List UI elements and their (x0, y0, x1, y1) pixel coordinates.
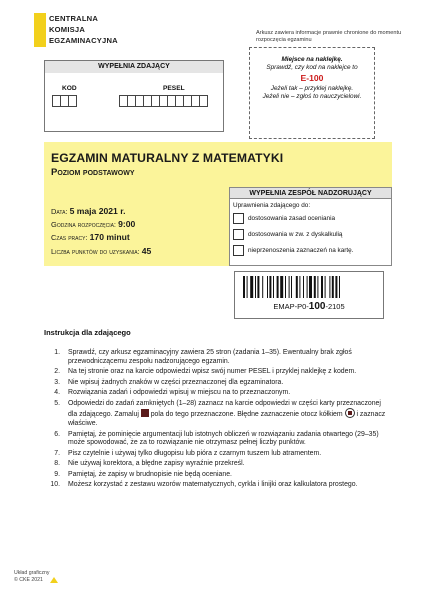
footer-line-1: Układ graficzny (14, 570, 50, 576)
item-text: Pisz czytelnie i używaj tylko długopisu lub pióra z czarnym tuszem lub atramentem. (68, 449, 322, 457)
barcode-bar (325, 276, 326, 298)
sticker-line-1: Miejsce na naklejkę. (281, 56, 343, 63)
barcode-bar (289, 276, 290, 298)
list-item (44, 379, 389, 388)
footer-line-2: © CKE 2021 (14, 577, 43, 583)
pesel-label: PESEL (163, 85, 185, 92)
item-number: 10. (50, 481, 60, 489)
barcode-bar (243, 276, 245, 298)
exam-points-row (51, 246, 151, 256)
barcode-bar (273, 276, 274, 298)
supervisor-heading: WYPEŁNIA ZESPÓŁ NADZORUJĄCY (229, 187, 392, 199)
list-item (44, 368, 389, 377)
list-item (44, 450, 389, 459)
sticker-line-3: Jeżeli tak – przyklej naklejkę. (270, 85, 354, 92)
sticker-line-2: Sprawdź, czy kod na naklejce to (266, 64, 358, 71)
barcode-bar (339, 276, 340, 298)
list-item (44, 481, 389, 490)
cke-logo-mark (34, 13, 46, 47)
barcode-bar (269, 276, 271, 298)
checkbox-no-transfer[interactable] (233, 245, 244, 256)
list-item (44, 460, 389, 469)
instructions-title: Instrukcja dla zdającego (44, 328, 131, 337)
logo-text-line-3: EGZAMINACYJNA (49, 36, 118, 45)
barcode-icon (243, 276, 375, 298)
barcode-bar (280, 276, 283, 298)
item-number: 2. (54, 368, 60, 376)
exam-start-row (51, 219, 135, 229)
filled-square-icon (141, 409, 149, 417)
pesel-cell[interactable] (199, 95, 208, 107)
start-label: Godzina rozpoczęcia: (51, 220, 117, 229)
list-item (44, 471, 389, 480)
barcode-suffix: -2105 (325, 302, 345, 311)
points-label: Liczba punktów do uzyskania: (51, 247, 140, 256)
legal-note: Arkusz zawiera informacje prawnie chronione do momentu rozpoczęcia egzaminu (256, 30, 402, 43)
item-text: pola do tego przeznaczone. Błędne zaznaczenie otocz kółkiem (150, 411, 343, 419)
barcode-prefix: EMAP-P0- (273, 302, 309, 311)
start-value: 9:00 (118, 219, 136, 229)
exam-date-row (51, 206, 125, 216)
barcode-bar (309, 276, 312, 298)
item-number: 9. (54, 470, 60, 478)
list-item (44, 431, 389, 448)
sticker-area[interactable] (249, 47, 375, 139)
checkbox-dyscalculia-label: dostosowania w zw. z dyskalkulią (248, 231, 343, 238)
time-value: 170 minut (89, 232, 130, 242)
item-text: Na tej stronie oraz na karcie odpowiedzi wpisz swój numer PESEL i przyklej naklejkę z kodem. (68, 368, 357, 376)
sticker-code: E-100 (300, 73, 324, 83)
barcode-bar (321, 276, 323, 298)
barcode-bar (329, 276, 330, 298)
item-number: 6. (54, 430, 60, 438)
supervisor-subheading: Uprawnienia zdającego do: (233, 202, 311, 209)
item-number: 1. (54, 349, 60, 356)
barcode-bar (296, 276, 298, 298)
kod-label: KOD (62, 85, 77, 92)
item-number: 4. (54, 389, 60, 397)
barcode-bar (317, 276, 318, 298)
item-text: Możesz korzystać z zestawu wzorów matematycznych, cyrkla i linijki oraz kalkulatora prostego. (68, 481, 358, 489)
kod-cell[interactable] (68, 95, 77, 107)
exam-level: Poziom podstawowy (51, 167, 135, 178)
item-text: i zaznacz właściwe. (68, 411, 386, 428)
exam-title: EGZAMIN MATURALNY Z MATEMATYKI (51, 151, 284, 165)
checkbox-adjust-grading[interactable] (233, 213, 244, 224)
barcode-bar (262, 276, 263, 298)
time-label: Czas pracy: (51, 233, 88, 242)
item-number: 5. (54, 399, 60, 407)
checkbox-dyscalculia[interactable] (233, 229, 244, 240)
list-item (44, 400, 389, 429)
item-text: Odpowiedzi do zadań zamkniętych (1–28) zaznacz na karcie odpowiedzi w części karty przeznaczonej dla zdającego. Zamaluj (68, 399, 381, 419)
barcode-bar (314, 276, 316, 298)
barcode-text (234, 301, 384, 312)
item-number: 8. (54, 460, 60, 468)
item-text: Pamiętaj, że zapisy w brudnopisie nie będą oceniane. (68, 470, 232, 478)
item-text: Pamiętaj, że pominięcie argumentacji lub istotnych obliczeń w rozwiązaniu zadania otwartego (29–35) może spowodować, że za to rozwiązanie nie otrzymasz pełnej liczby punktów. (68, 430, 379, 447)
date-label: Data: (51, 207, 68, 216)
barcode-bar (267, 276, 268, 298)
item-text: Sprawdź, czy arkusz egzaminacyjny zawiera 25 stron (zadania 1–35). Ewentualny brak zgłoś przewodniczącemu zespołu nadzorującego egzamin. (68, 349, 352, 365)
pesel-field[interactable] (119, 95, 207, 107)
logo-text-line-1: CENTRALNA (49, 14, 99, 23)
circled-square-icon (345, 408, 355, 418)
checkbox-adjust-grading-label: dostosowania zasad oceniania (248, 215, 336, 222)
logo-text-line-2: KOMISJA (49, 25, 85, 34)
item-text: Rozwiązania zadań i odpowiedzi wpisuj w miejscu na to przeznaczonym. (68, 389, 291, 397)
barcode-bar (291, 276, 292, 298)
date-value: 5 maja 2021 r. (69, 206, 126, 216)
item-number: 3. (54, 378, 60, 386)
barcode-bar (285, 276, 286, 298)
barcode-bar (332, 276, 334, 298)
barcode-bar (299, 276, 300, 298)
barcode-bar (307, 276, 308, 298)
points-value: 45 (141, 246, 152, 256)
kod-field[interactable] (52, 95, 76, 107)
barcode-bar (257, 276, 259, 298)
list-item (44, 349, 389, 366)
barcode-bar (335, 276, 337, 298)
item-number: 7. (54, 449, 60, 457)
item-text: Nie wpisuj żadnych znaków w części przeznaczonej dla egzaminatora. (68, 378, 284, 386)
barcode-bar (247, 276, 248, 298)
barcode-number: 100 (308, 301, 326, 312)
barcode-bar (277, 276, 279, 298)
barcode-bar (250, 276, 253, 298)
barcode-bar (303, 276, 304, 298)
list-item (44, 389, 389, 398)
barcode-bar (255, 276, 256, 298)
exam-time-row (51, 232, 130, 242)
sticker-line-4: Jeżeli nie – zgłoś to nauczycielowi. (262, 93, 362, 100)
instructions-list (44, 349, 389, 492)
student-fill-heading: WYPEŁNIA ZDAJĄCY (45, 61, 223, 73)
checkbox-no-transfer-label: nieprzenoszenia zaznaczeń na kartę. (248, 247, 354, 254)
item-text: Nie używaj korektora, a błędne zapisy wyraźnie przekreśl. (68, 460, 245, 468)
cke-triangle-icon (50, 577, 58, 583)
